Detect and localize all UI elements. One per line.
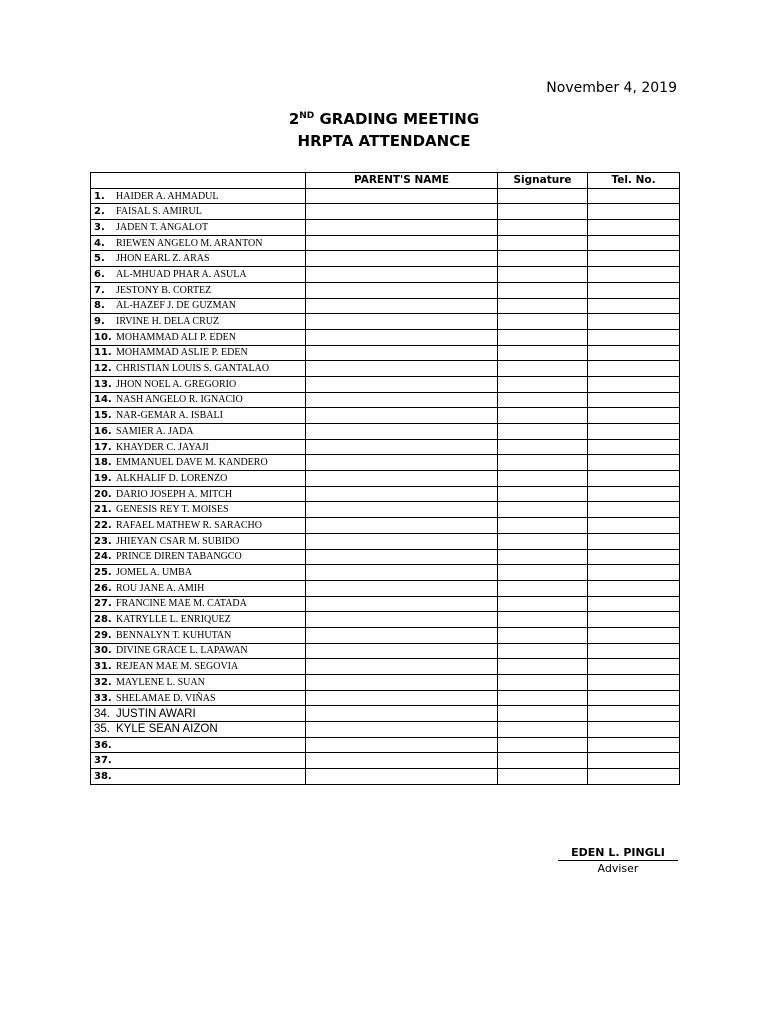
signature-cell	[498, 251, 588, 267]
parent-name-cell	[306, 627, 498, 643]
student-name: JESTONY B. CORTEZ	[116, 284, 212, 296]
title-superscript: ND	[299, 111, 315, 121]
signature-cell	[498, 235, 588, 251]
table-row	[91, 188, 680, 204]
table-row	[91, 690, 680, 706]
student-cell	[91, 220, 306, 236]
student-cell	[91, 204, 306, 220]
signature-cell	[498, 455, 588, 471]
student-name: KATRYLLE L. ENRIQUEZ	[116, 614, 231, 626]
student-cell	[91, 486, 306, 502]
tel-no-cell	[588, 282, 680, 298]
row-number: 31.	[94, 661, 112, 673]
parent-name-cell	[306, 235, 498, 251]
table-row	[91, 267, 680, 283]
table-row	[91, 235, 680, 251]
student-name: IRVINE H. DELA CRUZ	[116, 316, 220, 328]
tel-no-cell	[588, 424, 680, 440]
signature-cell	[498, 722, 588, 738]
tel-no-cell	[588, 188, 680, 204]
parent-name-cell	[306, 486, 498, 502]
row-number: 1.	[94, 190, 105, 202]
table-row	[91, 471, 680, 487]
header-tel-no: Tel. No.	[588, 173, 680, 189]
tel-no-cell	[588, 314, 680, 330]
signature-cell	[498, 188, 588, 204]
table-row	[91, 549, 680, 565]
parent-name-cell	[306, 361, 498, 377]
student-name: AL-HAZEF J. DE GUZMAN	[116, 300, 236, 312]
table-row	[91, 580, 680, 596]
student-name: CHRISTIAN LOUIS S. GANTALAO	[116, 363, 270, 375]
signature-cell	[498, 753, 588, 769]
student-name: MAYLENE L. SUAN	[116, 676, 205, 688]
row-number: 15.	[94, 410, 112, 422]
tel-no-cell	[588, 690, 680, 706]
student-name: SHELAMAE D. VIÑAS	[116, 692, 216, 704]
header-student	[91, 173, 306, 189]
student-name: JHON NOEL A. GREGORIO	[116, 378, 237, 390]
row-number: 19.	[94, 472, 112, 484]
parent-name-cell	[306, 675, 498, 691]
parent-name-cell	[306, 518, 498, 534]
student-cell	[91, 659, 306, 675]
student-cell	[91, 580, 306, 596]
student-cell	[91, 455, 306, 471]
student-name: JHON EARL Z. ARAS	[116, 253, 210, 265]
signature-cell	[498, 706, 588, 722]
student-cell	[91, 675, 306, 691]
signature-cell	[498, 314, 588, 330]
parent-name-cell	[306, 690, 498, 706]
tel-no-cell	[588, 643, 680, 659]
signature-cell	[498, 392, 588, 408]
tel-no-cell	[588, 565, 680, 581]
document-title	[0, 110, 768, 128]
row-number: 7.	[94, 284, 105, 296]
tel-no-cell	[588, 486, 680, 502]
student-name: HAIDER A. AHMADUL	[116, 190, 219, 202]
signature-cell	[498, 627, 588, 643]
table-row	[91, 439, 680, 455]
student-name: FRANCINE MAE M. CATADA	[116, 598, 247, 610]
tel-no-cell	[588, 329, 680, 345]
row-number: 11.	[94, 347, 112, 359]
row-number: 2.	[94, 206, 105, 218]
row-number: 13.	[94, 378, 112, 390]
student-name: ALKHALIF D. LORENZO	[116, 472, 228, 484]
parent-name-cell	[306, 471, 498, 487]
row-number: 27.	[94, 598, 112, 610]
student-cell	[91, 188, 306, 204]
tel-no-cell	[588, 706, 680, 722]
student-cell	[91, 596, 306, 612]
student-cell	[91, 518, 306, 534]
student-cell	[91, 627, 306, 643]
student-name: NASH ANGELO R. IGNACIO	[116, 394, 243, 406]
table-row	[91, 627, 680, 643]
parent-name-cell	[306, 188, 498, 204]
signature-cell	[498, 471, 588, 487]
table-row	[91, 737, 680, 753]
parent-name-cell	[306, 345, 498, 361]
parent-name-cell	[306, 408, 498, 424]
row-number: 34.	[94, 707, 110, 720]
parent-name-cell	[306, 267, 498, 283]
row-number: 21.	[94, 504, 112, 516]
student-cell	[91, 612, 306, 628]
table-row	[91, 361, 680, 377]
signature-cell	[498, 298, 588, 314]
parent-name-cell	[306, 251, 498, 267]
student-name: GENESIS REY T. MOISES	[116, 504, 229, 516]
signature-cell	[498, 675, 588, 691]
attendance-table	[90, 172, 680, 785]
parent-name-cell	[306, 439, 498, 455]
row-number: 32.	[94, 676, 112, 688]
parent-name-cell	[306, 722, 498, 738]
header-signature: Signature	[498, 173, 588, 189]
student-cell	[91, 769, 306, 785]
parent-name-cell	[306, 753, 498, 769]
signature-cell	[498, 408, 588, 424]
parent-name-cell	[306, 314, 498, 330]
student-cell	[91, 298, 306, 314]
tel-no-cell	[588, 376, 680, 392]
table-row	[91, 298, 680, 314]
row-number: 37.	[94, 755, 112, 767]
table-row	[91, 314, 680, 330]
parent-name-cell	[306, 533, 498, 549]
tel-no-cell	[588, 455, 680, 471]
table-row	[91, 329, 680, 345]
signature-cell	[498, 518, 588, 534]
student-cell	[91, 235, 306, 251]
table-row	[91, 204, 680, 220]
tel-no-cell	[588, 361, 680, 377]
student-cell	[91, 471, 306, 487]
tel-no-cell	[588, 251, 680, 267]
student-name: JOMEL A. UMBA	[116, 567, 193, 579]
signature-cell	[498, 549, 588, 565]
student-cell	[91, 502, 306, 518]
row-number: 26.	[94, 582, 112, 594]
signature-cell	[498, 533, 588, 549]
signature-cell	[498, 737, 588, 753]
table-row	[91, 565, 680, 581]
parent-name-cell	[306, 737, 498, 753]
row-number: 3.	[94, 221, 105, 233]
student-cell	[91, 690, 306, 706]
row-number: 9.	[94, 316, 105, 328]
parent-name-cell	[306, 549, 498, 565]
row-number: 22.	[94, 519, 112, 531]
row-number: 28.	[94, 614, 112, 626]
tel-no-cell	[588, 549, 680, 565]
tel-no-cell	[588, 737, 680, 753]
tel-no-cell	[588, 502, 680, 518]
student-name: ROU JANE A. AMIH	[116, 582, 205, 594]
table-row	[91, 345, 680, 361]
student-name: MOHAMMAD ASLIE P. EDEN	[116, 347, 248, 359]
tel-no-cell	[588, 580, 680, 596]
student-name: JUSTIN AWARI	[116, 707, 196, 720]
table-row	[91, 769, 680, 785]
row-number: 20.	[94, 488, 112, 500]
signature-cell	[498, 486, 588, 502]
student-name: BENNALYN T. KUHUTAN	[116, 629, 232, 641]
signature-cell	[498, 439, 588, 455]
row-number: 33.	[94, 692, 112, 704]
table-row	[91, 251, 680, 267]
parent-name-cell	[306, 596, 498, 612]
adviser-role: Adviser	[597, 862, 639, 875]
row-number: 5.	[94, 253, 105, 265]
student-cell	[91, 643, 306, 659]
table-row	[91, 392, 680, 408]
row-number: 29.	[94, 629, 112, 641]
table-row	[91, 706, 680, 722]
table-row	[91, 220, 680, 236]
signature-cell	[498, 596, 588, 612]
signature-cell	[498, 565, 588, 581]
student-name: REJEAN MAE M. SEGOVIA	[116, 661, 239, 673]
tel-no-cell	[588, 220, 680, 236]
tel-no-cell	[588, 408, 680, 424]
signature-block	[558, 846, 678, 875]
row-number: 14.	[94, 394, 112, 406]
tel-no-cell	[588, 722, 680, 738]
table-row	[91, 659, 680, 675]
student-cell	[91, 408, 306, 424]
signature-cell	[498, 345, 588, 361]
student-name: JHIEYAN CSAR M. SUBIDO	[116, 535, 240, 547]
row-number: 30.	[94, 645, 112, 657]
student-name: DARIO JOSEPH A. MITCH	[116, 488, 233, 500]
parent-name-cell	[306, 565, 498, 581]
student-name: KHAYDER C. JAYAJI	[116, 441, 209, 453]
table-row	[91, 753, 680, 769]
title-prefix: 2	[288, 110, 300, 128]
tel-no-cell	[588, 235, 680, 251]
table-row	[91, 424, 680, 440]
tel-no-cell	[588, 392, 680, 408]
signature-cell	[498, 424, 588, 440]
signature-cell	[498, 361, 588, 377]
student-name: NAR-GEMAR A. ISBALI	[116, 410, 223, 422]
signature-cell	[498, 204, 588, 220]
tel-no-cell	[588, 439, 680, 455]
student-cell	[91, 392, 306, 408]
student-name: SAMIER A. JADA	[116, 425, 194, 437]
student-cell	[91, 251, 306, 267]
parent-name-cell	[306, 298, 498, 314]
student-name: AL-MHUAD PHAR A. ASULA	[116, 268, 247, 280]
signature-cell	[498, 769, 588, 785]
student-name: MOHAMMAD ALI P. EDEN	[116, 331, 237, 343]
tel-no-cell	[588, 345, 680, 361]
tel-no-cell	[588, 533, 680, 549]
tel-no-cell	[588, 518, 680, 534]
row-number: 35.	[94, 723, 110, 736]
tel-no-cell	[588, 204, 680, 220]
student-name: JADEN T. ANGALOT	[116, 221, 209, 233]
student-name: FAISAL S. AMIRUL	[116, 206, 202, 218]
student-cell	[91, 533, 306, 549]
table-header-row	[91, 173, 680, 189]
table-row	[91, 282, 680, 298]
signature-cell	[498, 282, 588, 298]
row-number: 6.	[94, 268, 105, 280]
student-cell	[91, 314, 306, 330]
parent-name-cell	[306, 580, 498, 596]
row-number: 23.	[94, 535, 112, 547]
table-row	[91, 643, 680, 659]
row-number: 38.	[94, 770, 112, 782]
parent-name-cell	[306, 282, 498, 298]
document-date: November 4, 2019	[546, 80, 677, 96]
row-number: 10.	[94, 331, 112, 343]
row-number: 12.	[94, 363, 112, 375]
signature-cell	[498, 376, 588, 392]
table-row	[91, 533, 680, 549]
adviser-name: EDEN L. PINGLI	[558, 846, 678, 861]
table-row	[91, 486, 680, 502]
table-row	[91, 502, 680, 518]
row-number: 8.	[94, 300, 105, 312]
student-cell	[91, 549, 306, 565]
tel-no-cell	[588, 769, 680, 785]
table-row	[91, 612, 680, 628]
student-name: KYLE SEAN AIZON	[116, 723, 218, 736]
row-number: 18.	[94, 457, 112, 469]
parent-name-cell	[306, 612, 498, 628]
signature-cell	[498, 580, 588, 596]
parent-name-cell	[306, 769, 498, 785]
tel-no-cell	[588, 675, 680, 691]
parent-name-cell	[306, 392, 498, 408]
row-number: 17.	[94, 441, 112, 453]
student-cell	[91, 737, 306, 753]
student-name: DIVINE GRACE L. LAPAWAN	[116, 645, 248, 657]
student-cell	[91, 706, 306, 722]
tel-no-cell	[588, 298, 680, 314]
signature-cell	[498, 643, 588, 659]
student-cell	[91, 282, 306, 298]
tel-no-cell	[588, 753, 680, 769]
table-row	[91, 596, 680, 612]
student-name: RAFAEL MATHEW R. SARACHO	[116, 519, 262, 531]
row-number: 36.	[94, 739, 112, 751]
signature-cell	[498, 659, 588, 675]
row-number: 4.	[94, 237, 105, 249]
student-name: RIEWEN ANGELO M. ARANTON	[116, 237, 263, 249]
parent-name-cell	[306, 204, 498, 220]
tel-no-cell	[588, 596, 680, 612]
row-number: 25.	[94, 567, 112, 579]
signature-cell	[498, 267, 588, 283]
document-subtitle: HRPTA ATTENDANCE	[297, 132, 471, 150]
student-cell	[91, 722, 306, 738]
signature-cell	[498, 502, 588, 518]
header-parent-name: PARENT'S NAME	[306, 173, 498, 189]
student-cell	[91, 267, 306, 283]
parent-name-cell	[306, 376, 498, 392]
parent-name-cell	[306, 502, 498, 518]
parent-name-cell	[306, 329, 498, 345]
tel-no-cell	[588, 627, 680, 643]
table-row	[91, 455, 680, 471]
student-cell	[91, 345, 306, 361]
tel-no-cell	[588, 659, 680, 675]
student-cell	[91, 361, 306, 377]
student-cell	[91, 565, 306, 581]
signature-cell	[498, 690, 588, 706]
table-row	[91, 408, 680, 424]
student-cell	[91, 753, 306, 769]
student-cell	[91, 439, 306, 455]
student-name: PRINCE DIREN TABANGCO	[116, 551, 242, 563]
row-number: 24.	[94, 551, 112, 563]
parent-name-cell	[306, 659, 498, 675]
signature-cell	[498, 220, 588, 236]
table-row	[91, 722, 680, 738]
student-name: EMMANUEL DAVE M. KANDERO	[116, 457, 268, 469]
parent-name-cell	[306, 424, 498, 440]
signature-cell	[498, 612, 588, 628]
parent-name-cell	[306, 706, 498, 722]
student-cell	[91, 376, 306, 392]
table-row	[91, 518, 680, 534]
title-rest: GRADING MEETING	[314, 110, 480, 128]
tel-no-cell	[588, 471, 680, 487]
signature-cell	[498, 329, 588, 345]
tel-no-cell	[588, 267, 680, 283]
table-row	[91, 376, 680, 392]
student-cell	[91, 329, 306, 345]
row-number: 16.	[94, 425, 112, 437]
student-cell	[91, 424, 306, 440]
parent-name-cell	[306, 455, 498, 471]
table-row	[91, 675, 680, 691]
tel-no-cell	[588, 612, 680, 628]
parent-name-cell	[306, 220, 498, 236]
parent-name-cell	[306, 643, 498, 659]
